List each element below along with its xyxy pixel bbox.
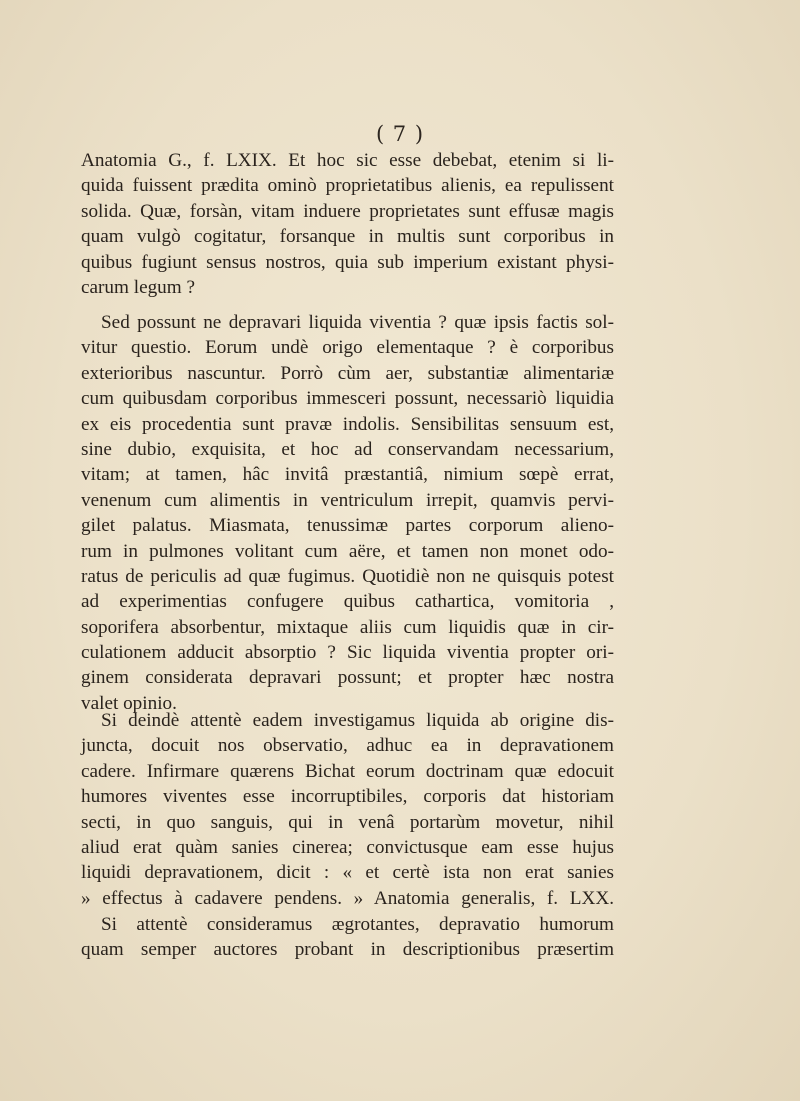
text-line: juncta, docuit nos observatio, adhuc ea in depravationem — [81, 735, 614, 757]
text-line: valet opinio. — [81, 692, 177, 714]
text-line: rum in pulmones volitant cum aëre, et tamen non monet odo- — [81, 540, 614, 562]
text-line: quam vulgò cogitatur, forsanque in multis sunt corporibus in — [81, 226, 614, 248]
paragraph-4 — [81, 912, 614, 963]
text-line: venenum cum alimentis in ventriculum irrepit, quamvis pervi- — [81, 489, 614, 511]
text-line: Si attentè consideramus ægrotantes, depravatio humorum — [101, 914, 614, 935]
text-line: » effectus à cadavere pendens. » Anatomia generalis, f. LXX. — [81, 887, 614, 909]
text-line: gilet palatus. Miasmata, tenussimæ partes corporum alieno- — [81, 515, 614, 537]
text-line: Sed possunt ne depravari liquida viventia ? quæ ipsis factis sol- — [101, 312, 614, 333]
text-line: cum quibusdam corporibus immesceri possunt, necessariò liquidia — [81, 388, 614, 410]
text-line: vitur questio. Eorum undè origo elementaque ? è corporibus — [81, 337, 614, 359]
text-line: Anatomia G., f. LXIX. Et hoc sic esse debebat, etenim si li- — [81, 150, 614, 171]
text-line: aliud erat quàm sanies cinerea; convictusque eam esse hujus — [81, 836, 614, 858]
text-line: ratus de periculis ad quæ fugimus. Quotidiè non ne quisquis potest — [81, 565, 614, 587]
text-line: vitam; at tamen, hâc invitâ præstantiâ, nimium sœpè errat, — [81, 464, 614, 486]
text-line: humores viventes esse incorruptibiles, corporis dat historiam — [81, 786, 614, 808]
text-line: Si deindè attentè eadem investigamus liquida ab origine dis- — [101, 710, 614, 731]
text-line: exterioribus nascuntur. Porrò cùm aer, substantiæ alimentariæ — [81, 362, 614, 384]
text-line: sine dubio, exquisita, et hoc ad conservandam necessarium, — [81, 438, 614, 460]
text-line: ad experimentias confugere quibus cathartica, vomitoria , — [81, 591, 614, 613]
text-line: cadere. Infirmare quærens Bichat eorum doctrinam quæ edocuit — [81, 760, 614, 782]
paragraph-3 — [81, 708, 614, 911]
page-number: ( 7 ) — [375, 122, 425, 146]
paragraph-1 — [81, 148, 614, 300]
text-line: ginem considerata depravari possunt; et propter hæc nostra — [81, 667, 614, 689]
text-line: quam semper auctores probant in descriptionibus præsertim — [81, 939, 614, 961]
text-line: quibus fugiunt sensus nostros, quia sub imperium existant physi- — [81, 251, 614, 273]
text-line: liquidi depravationem, dicit : « et certè ista non erat sanies — [81, 862, 614, 884]
text-line: culationem adducit absorptio ? Sic liquida viventia propter ori- — [81, 642, 614, 664]
text-line: secti, in quo sanguis, qui in venâ portarùm movetur, nihil — [81, 811, 614, 833]
paragraph-2 — [81, 310, 614, 716]
text-line: soporifera absorbentur, mixtaque aliis cum liquidis quæ in cir- — [81, 616, 614, 638]
text-line: ex eis procedentia sunt pravæ indolis. Sensibilitas sensuum est, — [81, 413, 614, 435]
text-line: solida. Quæ, forsàn, vitam induere proprietates sunt effusæ magis — [81, 200, 614, 222]
text-line: quida fuissent prædita ominò proprietatibus alienis, ea repulissent — [81, 175, 614, 197]
text-line: carum legum ? — [81, 276, 196, 298]
